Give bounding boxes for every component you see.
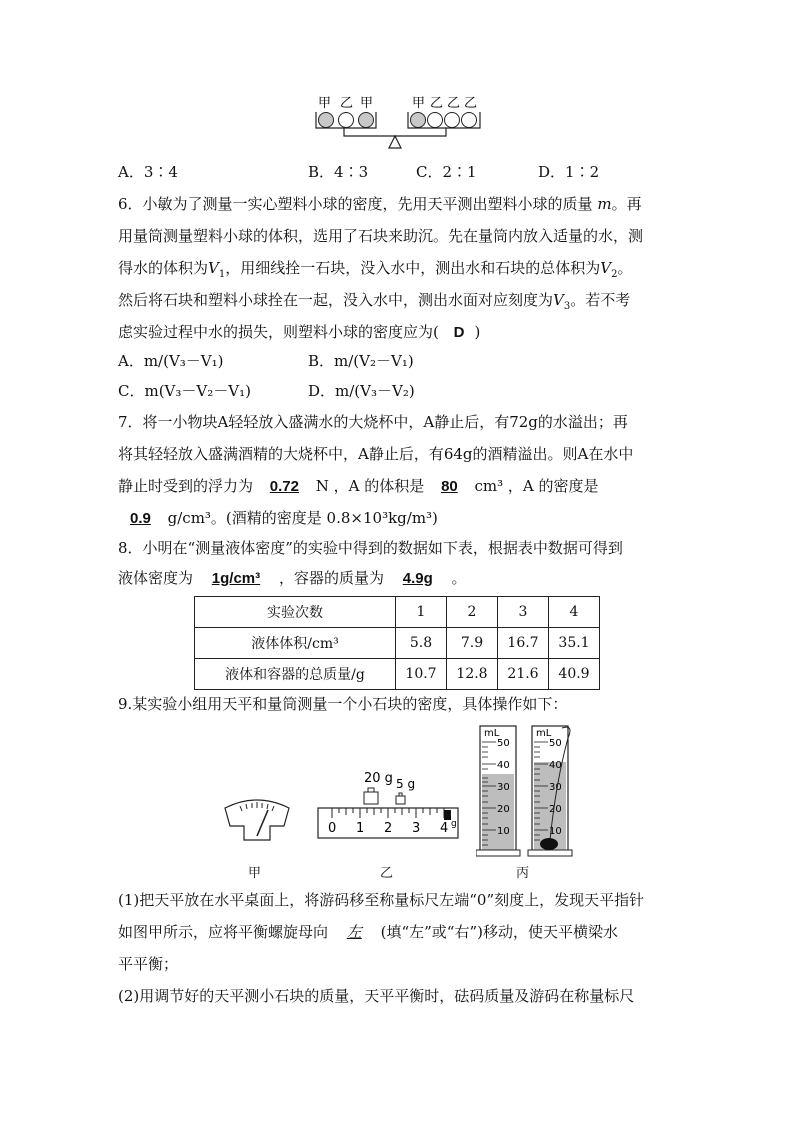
q9-part2-line-1: (2)用调节好的天平测小石块的质量，天平平衡时，砝码质量及游码在称量标尺	[118, 987, 635, 1005]
fig-label-yi: 乙	[380, 866, 394, 881]
cyl2-tick-20: 20	[549, 804, 562, 815]
data-table	[194, 596, 600, 690]
q9-part1-line-2: 如图甲所示，应将平衡螺旋母向 左 (填“左”或“右”)移动，使天平横梁水	[118, 923, 618, 941]
cyl1-tick-20: 20	[497, 804, 510, 815]
balance-right-label-2: 乙	[430, 96, 444, 111]
q7-answer-buoyancy: 0.72	[269, 478, 299, 495]
q6-line-5: 虑实验过程中水的损失，则塑料小球的密度应为( D )	[118, 323, 481, 341]
cyl2-tick-50: 50	[549, 738, 562, 749]
q6-option-b: B．m/(V₂－V₁)	[308, 352, 414, 370]
weight-label-20g: 20 g	[364, 771, 393, 786]
table-cell: 5.8	[396, 628, 447, 659]
q5-option-d: D．1∶2	[538, 163, 600, 181]
q7-answer-density: 0.9	[130, 510, 151, 527]
table-cell: 7.9	[447, 628, 498, 659]
q9-line-1: 9.某实验小组用天平和量筒测量一个小石块的密度，具体操作如下：	[118, 695, 568, 713]
q7-line-2: 将其轻轻放入盛满酒精的大烧杯中，A静止后，有64g的酒精溢出。则A在水中	[118, 445, 634, 463]
table-cell: 12.8	[447, 659, 498, 690]
weight-5g-icon	[396, 796, 405, 804]
q5-option-b: B．4∶3	[308, 163, 369, 181]
q6-option-c: C．m(V₃－V₂－V₁)	[118, 382, 251, 400]
balance-right-label-4: 乙	[464, 96, 478, 111]
q9-part1-line-1: (1)把天平放在水平桌面上，将游码移至称量标尺左端“0”刻度上，发现天平指针	[118, 891, 645, 909]
q9-part1-line-3: 平平衡；	[118, 955, 179, 973]
ball-yi	[462, 113, 477, 128]
fig-yi-scale	[316, 768, 462, 848]
table-cell: 实验次数	[195, 597, 396, 628]
table-cell: 1	[396, 597, 447, 628]
table-cell: 21.6	[498, 659, 549, 690]
cyl2-unit: mL	[536, 728, 552, 739]
q8-line-1: 8．小明在“测量液体密度”的实验中得到的数据如下表，根据表中数据可得到	[118, 539, 623, 557]
table-cell: 液体体积/cm³	[195, 628, 396, 659]
q8-line-2: 液体密度为 1g/cm³ ，容器的质量为 4.9g 。	[118, 569, 467, 587]
table-row	[195, 659, 600, 690]
ball-yi	[339, 113, 354, 128]
weight-20g-icon	[364, 792, 378, 804]
scale-tick-2: 2	[384, 821, 393, 836]
rider-icon	[444, 810, 451, 820]
cyl2-tick-10: 10	[549, 826, 562, 837]
q7-line-1: 7．将一小物块A轻轻放入盛满水的大烧杯中，A静止后，有72g的水溢出；再	[118, 413, 628, 431]
fig-bing-cylinders	[476, 722, 576, 862]
table-cell: 10.7	[396, 659, 447, 690]
q8-answer-density: 1g/cm³	[211, 570, 261, 587]
q7-line-4: 0.9 g/cm³。(酒精的密度是 0.8×10³kg/m³)	[118, 508, 438, 529]
ball-yi	[428, 113, 443, 128]
table-cell: 16.7	[498, 628, 549, 659]
q7-line-3: 静止时受到的浮力为 0.72 N ，A 的体积是 80 cm³ ，A 的密度是	[118, 477, 599, 495]
table-row	[195, 597, 600, 628]
q9-part1-answer: 左	[346, 923, 362, 941]
balance-left-label-3: 甲	[360, 96, 374, 111]
table-cell: 液体和容器的总质量/g	[195, 659, 396, 690]
table-row	[195, 628, 600, 659]
balance-figure	[310, 92, 490, 156]
ball-jia	[359, 113, 374, 128]
cyl1-tick-10: 10	[497, 826, 510, 837]
ball-jia	[411, 113, 426, 128]
fig-label-bing: 丙	[516, 866, 530, 881]
cyl1-tick-40: 40	[497, 760, 510, 771]
q7-answer-volume: 80	[441, 478, 458, 495]
q8-answer-mass: 4.9g	[402, 570, 433, 587]
cyl1-tick-50: 50	[497, 738, 510, 749]
scale-tick-4: 4	[440, 821, 449, 836]
q6-option-d: D．m/(V₃－V₂)	[308, 382, 415, 400]
scale-unit: g	[451, 819, 457, 829]
q6-line-3: 得水的体积为$V_1$，用细线拴一石块，没入水中，测出水和石块的总体积为$V_2$。	[118, 259, 633, 280]
weight-label-5g: 5 g	[396, 777, 416, 791]
q5-option-c: C．2∶1	[416, 163, 477, 181]
fulcrum-icon	[389, 136, 401, 148]
q6-line-2: 用量筒测量塑料小球的体积，选用了石块来助沉。先在量筒内放入适量的水，测	[118, 227, 644, 245]
scale-tick-1: 1	[356, 821, 365, 836]
q6-answer: D	[453, 324, 465, 341]
q6-line-1: 6．小敏为了测量一实心塑料小球的密度，先用天平测出塑料小球的质量 m。再	[118, 195, 642, 213]
cyl2-tick-30: 30	[549, 782, 562, 793]
fig-label-jia: 甲	[248, 866, 262, 881]
fig-jia-dial	[222, 796, 292, 856]
cyl1-unit: mL	[484, 728, 500, 739]
ball-yi	[445, 113, 460, 128]
scale-tick-3: 3	[412, 821, 421, 836]
table-cell: 4	[549, 597, 600, 628]
balance-left-label-1: 甲	[318, 96, 332, 111]
q6-option-a: A．m/(V₃－V₁)	[118, 352, 224, 370]
balance-left-label-2: 乙	[340, 96, 354, 111]
scale-tick-0: 0	[328, 821, 337, 836]
table-cell: 2	[447, 597, 498, 628]
table-cell: 35.1	[549, 628, 600, 659]
table-cell: 40.9	[549, 659, 600, 690]
table-cell: 3	[498, 597, 549, 628]
balance-right-label-3: 乙	[447, 96, 461, 111]
cyl1-tick-30: 30	[497, 782, 510, 793]
stone-icon	[540, 838, 558, 850]
balance-right-label-1: 甲	[412, 96, 426, 111]
q5-option-a: A．3∶4	[118, 163, 178, 181]
q6-line-4: 然后将石块和塑料小球拴在一起，没入水中，测出水面对应刻度为$V_3$。若不考	[118, 291, 631, 312]
ball-jia	[319, 113, 334, 128]
cyl2-tick-40: 40	[549, 760, 562, 771]
